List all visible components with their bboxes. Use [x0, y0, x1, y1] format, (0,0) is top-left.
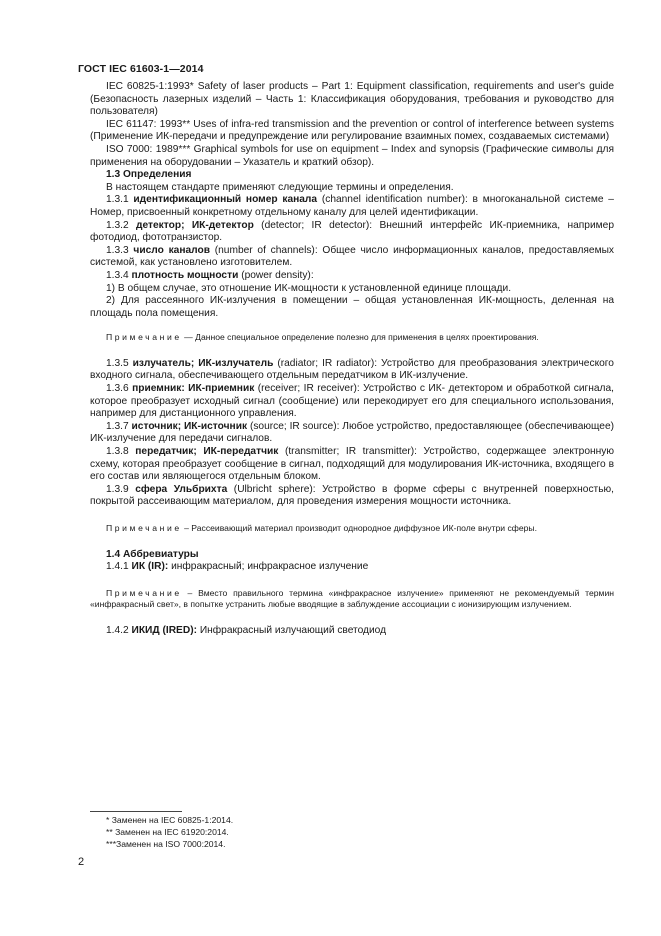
def-text: (source; IR source): Любое устройство, предоставляющее (обеспечивающее) ИК-излучение для передачи сигналов.	[90, 420, 614, 445]
definition-1-3-7	[90, 421, 614, 446]
def-text: (detector; IR detector): Внешний интерфейс ИК-приемника, например фотодиод, фототранзистор.	[90, 219, 614, 244]
note-infrared-light	[90, 588, 614, 611]
def-text: (receiver; IR receiver): Устройство с ИК- детектором и обработкой сигнала, которое преобразует исходный сигнал (сообщение) или перекодирует его для специального использования, например для дистанционного управления.	[90, 383, 614, 420]
definition-1-3-4-item-2: 2) Для рассеянного ИК-излучения в помещении – общая установленная ИК-мощность, деленная на площадь пола помещения.	[90, 295, 614, 319]
def-term: излучатель; ИК-излучатель	[132, 357, 274, 369]
def-number: 1.3.9	[106, 483, 129, 495]
definition-1-3-8	[90, 446, 614, 484]
def-term: число каналов	[133, 244, 210, 256]
abbr-text: инфракрасный; инфракрасное излучение	[171, 561, 369, 573]
abbreviation-1-4-1	[90, 561, 614, 574]
reference-iec-60825: IEC 60825-1:1993* Safety of laser products – Part 1: Equipment classification, requirements and user's guide (Безопасность лазерных изделий – Часть 1: Классификация оборудования, требования и руководство для пользователя)	[90, 81, 614, 118]
abbr-text: Инфракрасный излучающий светодиод	[199, 624, 387, 636]
abbr-number: 1.4.2	[106, 624, 129, 636]
section-1-4-title: 1.4 Аббревиатуры	[106, 548, 199, 560]
def-term: приемник: ИК-приемник	[132, 383, 255, 395]
def-number: 1.3.3	[106, 244, 129, 256]
definition-1-3-4-item-1: 1) В общем случае, это отношение ИК-мощности к установленной единице площади.	[106, 282, 512, 294]
def-term: источник; ИК-источник	[131, 420, 248, 432]
definition-1-3-4	[90, 270, 614, 283]
reference-iso-7000: ISO 7000: 1989*** Graphical symbols for use on equipment – Index and synopsis (Графические символы для применения на оборудовании – Указатель и краткий обзор).	[90, 143, 614, 168]
definition-1-3-2	[90, 220, 614, 245]
def-number: 1.3.2	[106, 219, 129, 231]
footnote-1: * Заменен на IEC 60825-1:2014.	[106, 815, 234, 825]
section-1-3-title: 1.3 Определения	[106, 169, 192, 181]
footnote-2: ** Заменен на IEC 61920:2014.	[106, 827, 229, 837]
definition-1-3-1	[90, 194, 614, 219]
note-label: Примечание	[106, 523, 182, 533]
footnotes	[106, 814, 233, 850]
def-number: 1.3.7	[106, 420, 129, 432]
abbreviation-1-4-2	[90, 625, 614, 638]
def-text: (radiator; IR radiator): Устройство для преобразования электрического входного сигнала, обеспечивающего отдельным передатчиком в ИК-излучение.	[90, 357, 614, 382]
abbr-number: 1.4.1	[106, 561, 129, 573]
footnote-divider	[90, 811, 182, 812]
def-term: детектор; ИК-детектор	[136, 219, 254, 231]
abbr-term: ИКИД (IRED):	[131, 624, 197, 636]
note-diffuse-material	[90, 523, 614, 535]
note-text: — Данное специальное определение полезно для применения в целях проектирования.	[184, 332, 539, 343]
abbr-term: ИК (IR):	[131, 561, 169, 573]
document-body	[90, 81, 614, 638]
definition-1-3-6	[90, 383, 614, 421]
def-text: (Ulbricht sphere): Устройство в форме сферы с внутренней поверхностью, покрытой рассеивающим материалом, для проведения измерения мощности источника.	[90, 483, 614, 508]
note-label: Примечание	[106, 587, 182, 598]
definition-1-3-5	[90, 358, 614, 383]
def-term: передатчик; ИК-передатчик	[135, 446, 279, 458]
def-number: 1.3.4	[106, 269, 129, 281]
definition-1-3-9	[90, 484, 614, 509]
section-1-3-intro: В настоящем стандарте применяют следующие термины и определения.	[106, 181, 454, 193]
footnote-3: ***Заменен на ISO 7000:2014.	[106, 839, 226, 849]
def-text: (number of channels): Общее число информационных каналов, предоставляемых системой, как установлено изготовителем.	[90, 244, 614, 269]
definition-1-3-3	[90, 245, 614, 270]
page-number: 2	[78, 856, 85, 868]
def-term: идентификационный номер канала	[133, 194, 318, 206]
note-text: – Рассеивающий материал производит однородное диффузное ИК-поле внутри сферы.	[184, 523, 537, 533]
def-text: (channel identification number): в многоканальной системе – Номер, присвоенный конкретному отдельному каналу для целей идентификации.	[90, 194, 614, 218]
def-term: сфера Ульбрихта	[135, 483, 228, 495]
standard-header: ГОСТ IEC 61603-1—2014	[78, 63, 204, 75]
def-number: 1.3.5	[106, 357, 129, 369]
def-number: 1.3.6	[106, 383, 129, 395]
def-term: плотность мощности	[131, 269, 239, 281]
def-number: 1.3.1	[106, 194, 129, 206]
def-text: (power density):	[241, 269, 314, 281]
note-label: Примечание	[106, 332, 182, 343]
reference-iec-61147: IEC 61147: 1993** Uses of infra-red transmission and the prevention or control of interference between systems (Применение ИК-передачи и предупреждение или регулирование взаимных помех, создаваемых системами)	[90, 118, 614, 143]
def-text: (transmitter; IR transmitter): Устройство, содержащее электронную схему, которая преобразует сообщение в сигнал, подходящий для модулирования ИК-источника, входящего в его состав или являющегося отдельным блоком.	[90, 446, 614, 483]
note-text: – Вместо правильного термина «инфракрасное излучение» применяют не рекомендуемый термин «инфракрасный свет», в попытке устранить любые вводящие в заблуждение ассоциации с ионизирующим излучением.	[90, 587, 614, 610]
def-number: 1.3.8	[106, 446, 129, 458]
note-design	[90, 332, 614, 344]
